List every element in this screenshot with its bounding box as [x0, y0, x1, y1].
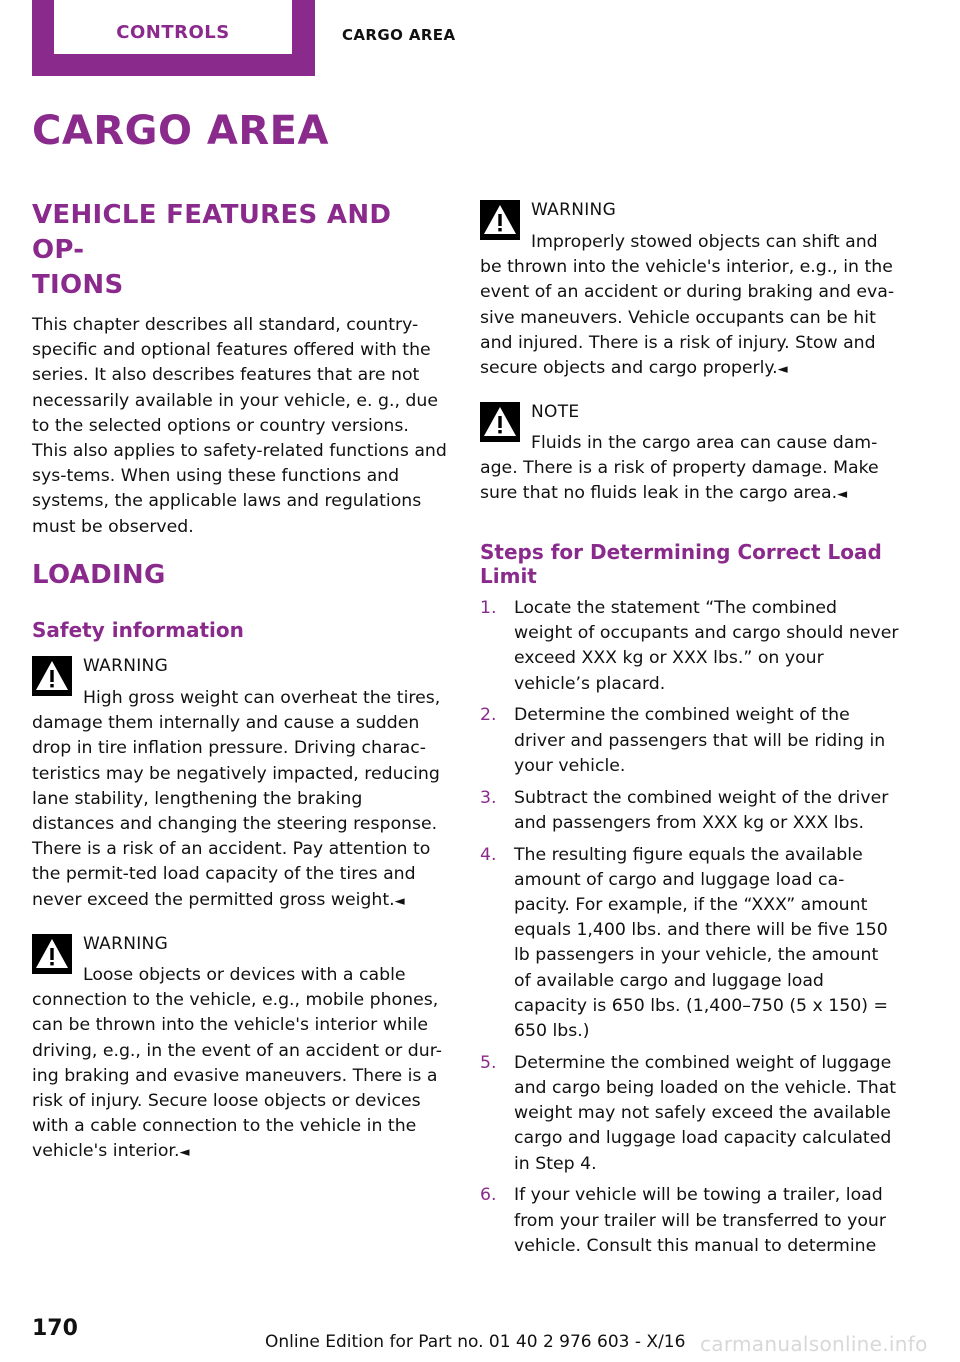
step-number: 4.: [480, 844, 497, 865]
warning-rest-text: connection to the vehicle, e.g., mobile phones, can be thrown into the vehicle's interior while driving, e.g., in the event of an accident or dur-ing braking and evasive maneuvers. There is a risk of injury. Secure loose objects or devices with a cable connection to the vehicle in the vehicle's interior.: [32, 990, 442, 1162]
end-of-section-mark: ◄: [179, 1145, 190, 1161]
vehicle-features-heading-line2: TIONS: [32, 270, 124, 300]
step-text: Subtract the combined weight of the driver and passengers from XXX kg or XXX lbs.: [514, 787, 889, 833]
step-text: Determine the combined weight of luggage and cargo being loaded on the vehicle. That weight may not safely exceed the available cargo and luggage load capacity calculated in Step 4.: [514, 1052, 897, 1174]
list-item: [480, 1183, 900, 1259]
end-of-section-mark: ◄: [837, 487, 848, 503]
end-of-section-mark: ◄: [394, 893, 405, 909]
safety-info-heading: Safety information: [32, 618, 244, 642]
load-limit-steps-list: [480, 596, 900, 1266]
vehicle-features-heading-line1: VEHICLE FEATURES AND OP-: [32, 200, 392, 265]
step-text: If your vehicle will be towing a trailer, load from your trailer will be transferred to your vehicle. Consult this manual to determine: [514, 1185, 886, 1256]
step-text: Locate the statement “The combined weight of occupants and cargo should never exceed XXX kg or XXX lbs.” on your vehicle’s placard.: [514, 598, 899, 694]
header-tab: [32, 0, 315, 76]
load-limit-heading: [480, 540, 898, 588]
warning-first-line: High gross weight can overheat the tires,: [83, 688, 441, 708]
warning-title: WARNING: [83, 656, 169, 676]
loading-heading: LOADING: [32, 560, 166, 590]
warning-first-line: Loose objects or devices with a cable: [83, 965, 406, 985]
note-text: [480, 431, 898, 508]
step-number: 2.: [480, 705, 497, 726]
warning-text: [32, 686, 448, 914]
warning-title: WARNING: [83, 934, 169, 954]
warning-text: [480, 230, 898, 382]
vehicle-features-section: [32, 198, 448, 540]
header-tab-inner: [54, 0, 292, 54]
list-item: [480, 786, 900, 836]
vehicle-features-heading: [32, 198, 448, 303]
list-item: [480, 843, 900, 1045]
end-of-section-mark: ◄: [777, 362, 788, 378]
step-number: 3.: [480, 787, 497, 808]
warning-text: [32, 963, 448, 1166]
load-limit-section: [480, 540, 898, 588]
load-limit-heading-line1: Steps for Determining Correct Load: [480, 540, 882, 564]
page-title: CARGO AREA: [32, 108, 329, 154]
list-item: [480, 1051, 900, 1177]
step-number: 1.: [480, 598, 497, 618]
edition-footer: Online Edition for Part no. 01 40 2 976 603 - X/16: [265, 1332, 686, 1352]
note-first-line: Fluids in the cargo area can cause dam-: [531, 433, 878, 453]
note-rest-text: age. There is a risk of property damage. Make sure that no fluids leak in the cargo area.: [480, 458, 879, 504]
vehicle-features-body: This chapter describes all standard, country-specific and optional features offered with the series. It also describes features that are not necessarily available in your vehicle, e. g., due to the selected options or country versions. This also applies to safety-related functions and sys-tems. When using these functions and systems, the applicable laws and regulations must be observed.: [32, 315, 447, 537]
chapter-tab-label: CONTROLS: [116, 22, 230, 43]
watermark: carmanualsonline.info: [700, 1332, 928, 1356]
warning-title: WARNING: [531, 200, 617, 220]
warning-rest-text: damage them internally and cause a sudden drop in tire inflation pressure. Driving charac-teristics may be negatively impacted, reducing lane stability, lengthening the braking distances and changing the steering response. There is a risk of an accident. Pay attention to the permit-ted load capacity of the tires and never exceed the permitted gross weight.: [32, 713, 440, 910]
safety-info-section: [32, 618, 448, 642]
section-label: CARGO AREA: [342, 26, 456, 44]
list-item: [480, 703, 900, 779]
note-title: NOTE: [531, 402, 580, 422]
step-number: 5.: [480, 1052, 497, 1073]
load-limit-heading-line2: Limit: [480, 564, 537, 588]
warning-rest-text: be thrown into the vehicle's interior, e.g., in the event of an accident or during braking and eva-sive maneuvers. Vehicle occupants can be hit and injured. There is a risk of injury. Stow and secure objects and cargo properly.: [480, 257, 895, 379]
page-number: 170: [32, 1316, 78, 1341]
step-text: Determine the combined weight of the driver and passengers that will be riding in your vehicle.: [514, 705, 886, 776]
loading-section: [32, 558, 448, 593]
warning-first-line: Improperly stowed objects can shift and: [531, 232, 878, 252]
step-number: 6.: [480, 1185, 497, 1206]
step-text: The resulting figure equals the available amount of cargo and luggage load ca-pacity. For example, if the “XXX” amount equals 1,400 lbs. and there will be five 150 lb passengers in your vehicle, the amount of available cargo and luggage load capacity is 650 lbs. (1,400–750 (5 x 150) = 650 lbs.): [514, 844, 888, 1042]
list-item: [480, 596, 900, 697]
